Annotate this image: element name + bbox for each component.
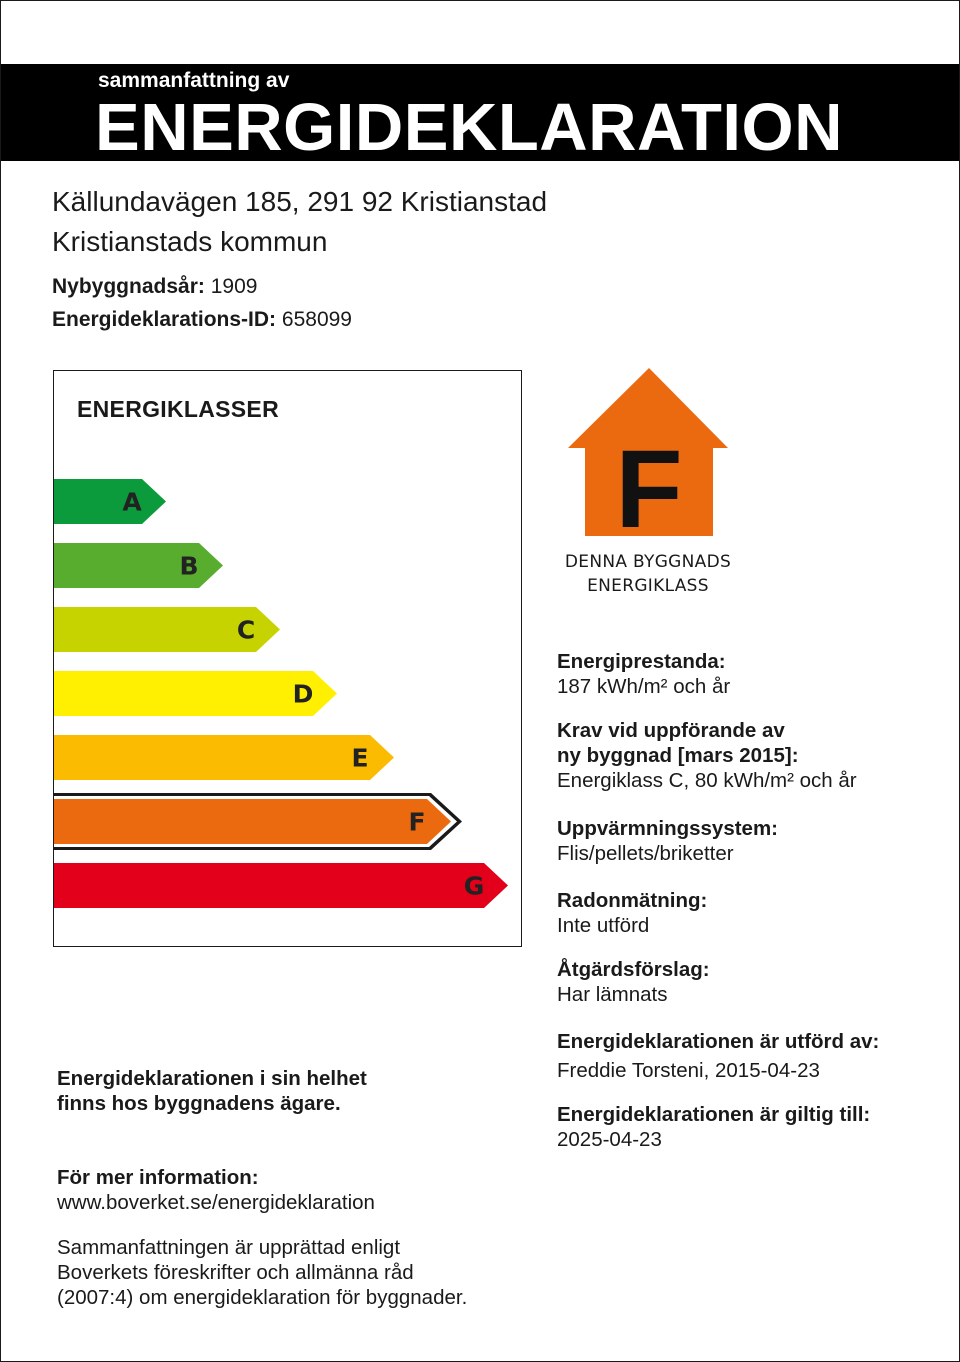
radon-label: Radonmätning:: [557, 889, 708, 912]
more-info-url[interactable]: www.boverket.se/energideklaration: [57, 1191, 375, 1214]
radon-measurement: [557, 888, 707, 938]
rating-caption-line1: DENNA BYGGNADS: [564, 552, 732, 572]
owner-note-line1: Energideklarationen i sin helhet: [57, 1067, 367, 1090]
measures-value: Har lämnats: [557, 983, 668, 1006]
build-year-value: 1909: [210, 275, 258, 298]
scale-letter-b: B: [179, 551, 199, 581]
rating-caption-line2: ENERGIKLASS: [587, 576, 709, 596]
requirement-value: Energiklass C, 80 kWh/m² och år: [557, 769, 857, 792]
heating-value: Flis/pellets/briketter: [557, 842, 734, 865]
scale-bar-a: [54, 479, 166, 524]
energy-performance: [557, 649, 730, 699]
heating-system: [557, 816, 778, 866]
scale-letter-a: A: [122, 487, 142, 517]
header-subtitle: sammanfattning av: [98, 69, 290, 92]
measures-proposal: [557, 957, 710, 1007]
legal-note-line2: Boverkets föreskrifter och allmänna råd: [57, 1261, 414, 1284]
scale-bar-f: [54, 799, 451, 844]
performed-by: [557, 1029, 879, 1083]
build-year-label: Nybyggnadsår:: [52, 275, 205, 298]
more-info-label: För mer information:: [57, 1166, 259, 1189]
valid-until: [557, 1102, 870, 1152]
measures-label: Åtgärdsförslag:: [557, 958, 710, 981]
property-municipality: Kristianstads kommun: [52, 226, 328, 257]
rating-letter: F: [615, 428, 683, 551]
energy-performance-value: 187 kWh/m² och år: [557, 675, 731, 698]
new-building-requirement: [557, 718, 857, 793]
legal-note-line1: Sammanfattningen är upprättad enligt: [57, 1236, 401, 1259]
requirement-label-2: ny byggnad [mars 2015]:: [557, 744, 799, 767]
rating-caption: [540, 550, 756, 598]
header-title: ENERGIDEKLARATION: [95, 90, 843, 165]
energy-scale-heading: ENERGIKLASSER: [77, 396, 279, 422]
legal-note: [57, 1235, 467, 1310]
valid-label: Energideklarationen är giltig till:: [557, 1103, 871, 1126]
performed-by-value: Freddie Torsteni, 2015-04-23: [557, 1059, 820, 1082]
heating-label: Uppvärmningssystem:: [557, 817, 779, 840]
owner-note: [57, 1066, 367, 1116]
scale-bar-g: [54, 863, 508, 908]
property-address: Källundavägen 185, 291 92 Kristianstad: [52, 186, 548, 217]
performed-by-label: Energideklarationen är utförd av:: [557, 1030, 880, 1053]
requirement-label-1: Krav vid uppförande av: [557, 719, 785, 742]
owner-note-line2: finns hos byggnadens ägare.: [57, 1092, 341, 1115]
radon-value: Inte utförd: [557, 914, 650, 937]
declaration-id-label: Energideklarations-ID:: [52, 308, 277, 331]
scale-letter-e: E: [351, 743, 369, 773]
rating-house: [568, 368, 728, 551]
scale-letter-d: D: [292, 679, 314, 709]
scale-bar-e: [54, 735, 394, 780]
scale-letter-f: F: [408, 807, 426, 837]
declaration-id-value: 658099: [281, 308, 352, 331]
energy-performance-label: Energiprestanda:: [557, 650, 726, 673]
valid-value: 2025-04-23: [557, 1128, 662, 1151]
more-info: [57, 1165, 375, 1215]
scale-letter-g: G: [463, 871, 485, 901]
scale-letter-c: C: [236, 615, 256, 645]
legal-note-line3: (2007:4) om energideklaration för byggnader.: [57, 1286, 468, 1309]
